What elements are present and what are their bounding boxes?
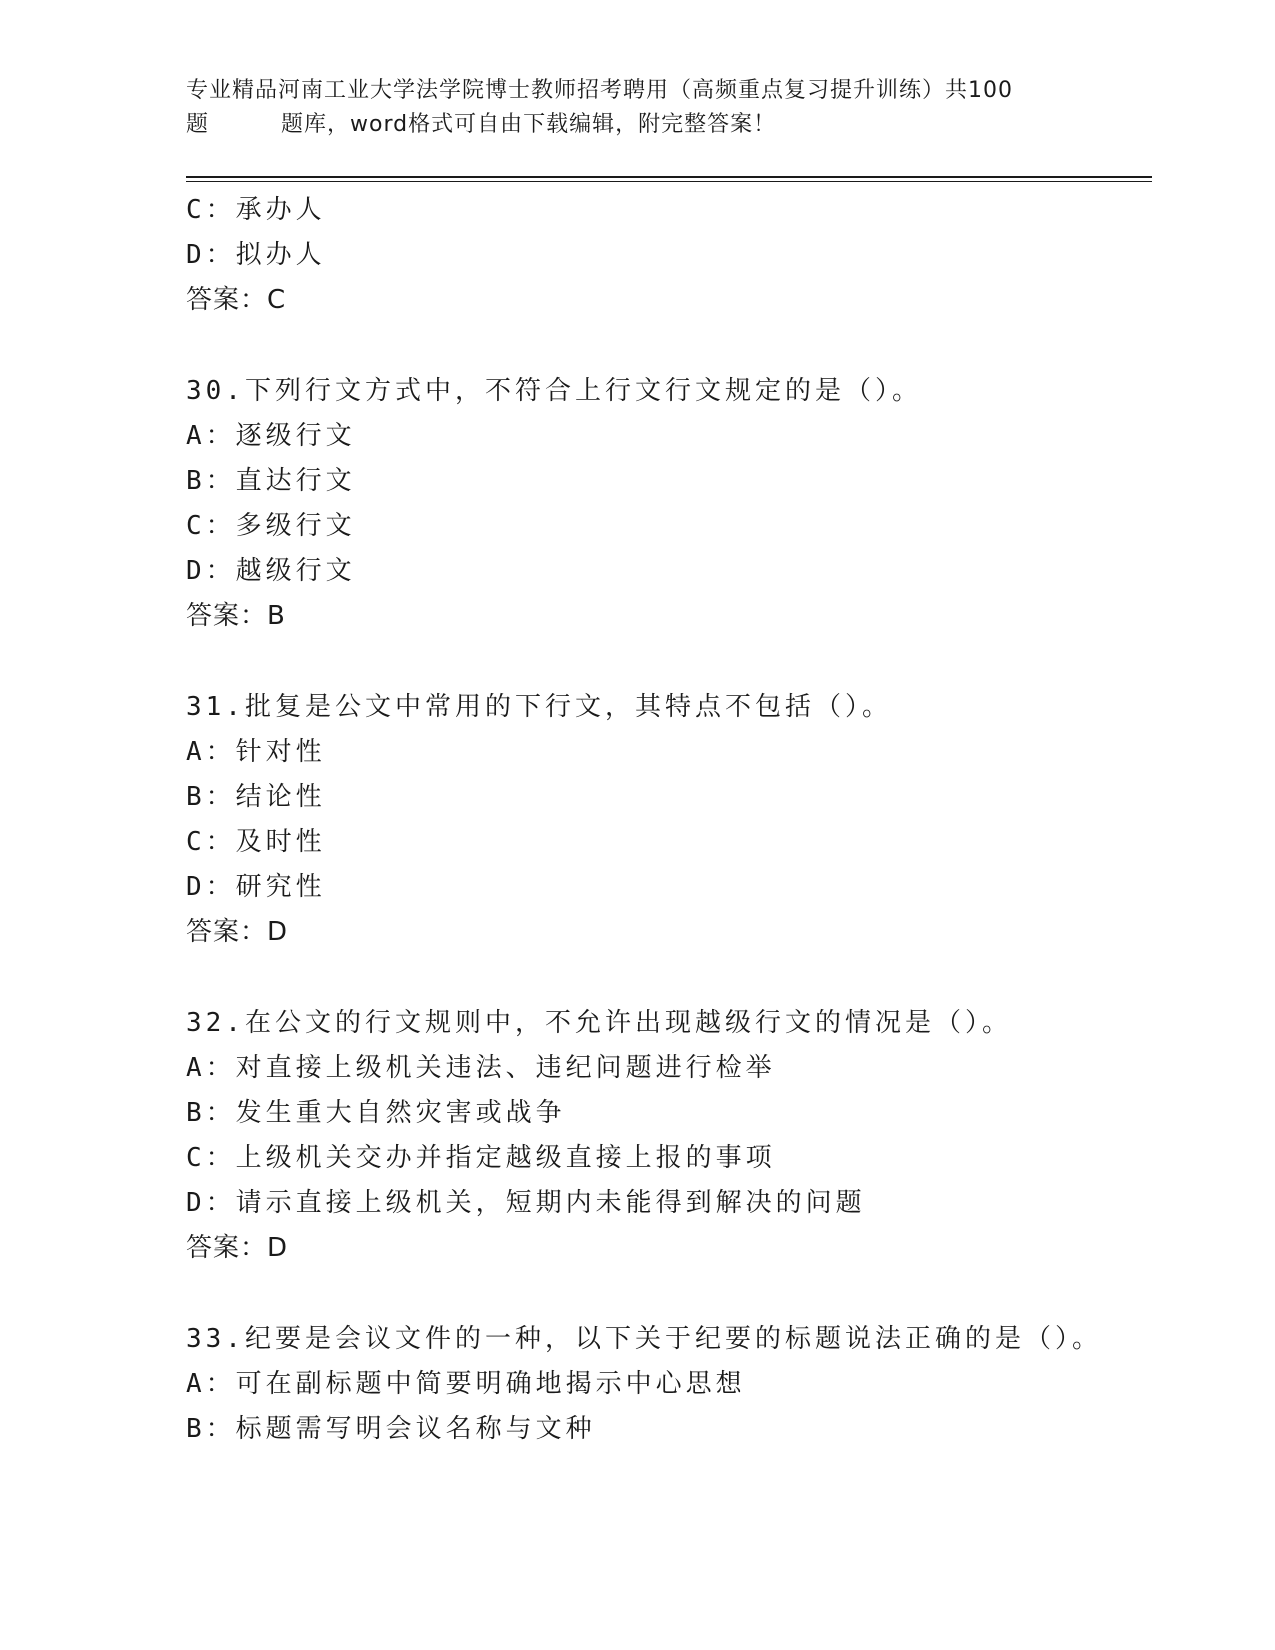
question-31 xyxy=(186,685,1166,955)
option-a: A：针对性 xyxy=(186,737,326,767)
option-d: D：请示直接上级机关，短期内未能得到解决的问题 xyxy=(186,1188,866,1218)
header-line-2-end: 题库，word格式可自由下载编辑，附完整答案！ xyxy=(281,112,777,137)
option-d: D：越级行文 xyxy=(186,556,356,586)
option-d: D：研究性 xyxy=(186,872,326,902)
option-d: D：拟办人 xyxy=(186,240,326,270)
answer: 答案：D xyxy=(186,1233,289,1263)
option-c: C：多级行文 xyxy=(186,511,356,541)
question-stem: 31.批复是公文中常用的下行文，其特点不包括（）。 xyxy=(186,692,892,722)
answer: 答案：D xyxy=(186,917,289,947)
page-header xyxy=(186,74,1086,142)
option-b: B：发生重大自然灾害或战争 xyxy=(186,1098,566,1128)
question-stem: 32.在公文的行文规则中，不允许出现越级行文的情况是（）。 xyxy=(186,1008,1012,1038)
answer: 答案：C xyxy=(186,285,287,315)
option-b: B：结论性 xyxy=(186,782,326,812)
header-rule-thin xyxy=(186,181,1152,182)
question-list xyxy=(186,188,1166,1452)
header-line-2 xyxy=(186,108,1086,142)
question-30 xyxy=(186,369,1166,639)
header-line-1: 专业精品河南工业大学法学院博士教师招考聘用（高频重点复习提升训练）共100 xyxy=(186,78,1013,103)
answer: 答案：B xyxy=(186,601,286,631)
option-a: A：逐级行文 xyxy=(186,421,356,451)
question-stem: 33.纪要是会议文件的一种，以下关于纪要的标题说法正确的是（）。 xyxy=(186,1324,1102,1354)
question-33 xyxy=(186,1317,1166,1452)
option-a: A：对直接上级机关违法、违纪问题进行检举 xyxy=(186,1053,776,1083)
question-29-tail xyxy=(186,188,1166,323)
option-b: B：标题需写明会议名称与文种 xyxy=(186,1414,596,1444)
question-32 xyxy=(186,1001,1166,1271)
header-line-2-start: 题 xyxy=(186,112,210,137)
question-stem: 30.下列行文方式中，不符合上行文行文规定的是（）。 xyxy=(186,376,922,406)
option-b: B：直达行文 xyxy=(186,466,356,496)
header-rule-thick xyxy=(186,176,1152,178)
option-c: C：及时性 xyxy=(186,827,326,857)
option-c: C：上级机关交办并指定越级直接上报的事项 xyxy=(186,1143,776,1173)
option-a: A：可在副标题中简要明确地揭示中心思想 xyxy=(186,1369,746,1399)
option-c: C：承办人 xyxy=(186,195,326,225)
